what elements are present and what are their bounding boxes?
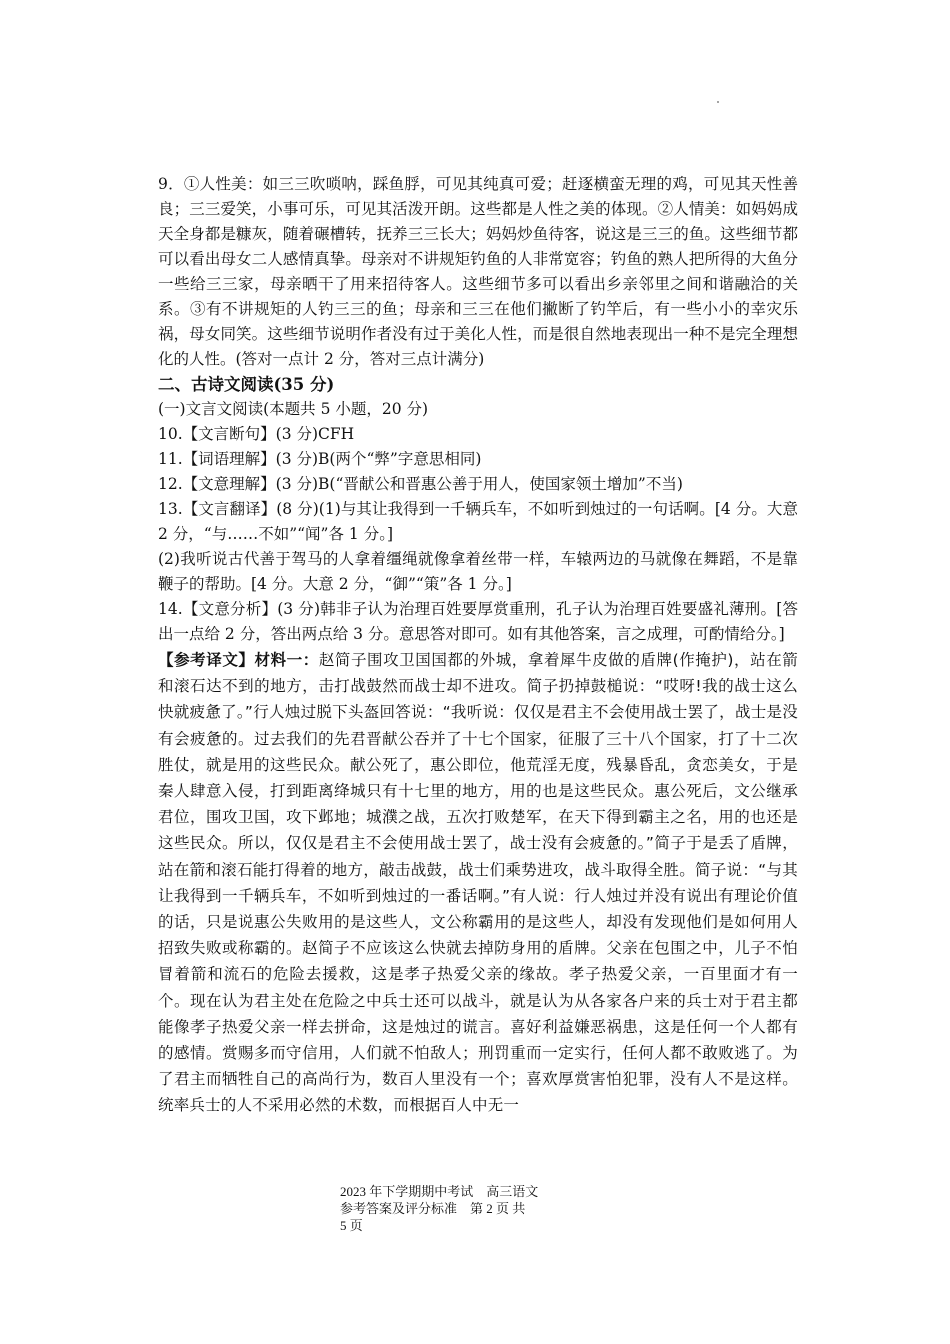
footer-exam-title: 2023 年下学期期中考试 高三语文 [340,1184,539,1199]
material-label: 材料一： [254,651,319,669]
answer-content [158,172,798,1119]
speck [717,101,719,103]
answer-q14: 14.【文意分析】(3 分)韩非子认为治理百姓要厚赏重刑，孔子认为治理百姓要盛礼薄刑。[答出一点给 2 分，答出两点给 3 分。意思答对即可。如有其他答案，言之成理，可酌情给分。] [158,600,798,643]
section-title: 二、古诗文阅读(35 分) [158,375,335,394]
reference-label: 【参考译文】 [158,651,255,669]
answer-q9: 9．①人性美：如三三吹唢呐，踩鱼脬，可见其纯真可爱；赶逐横蛮无理的鸡，可见其天性善良；三三爱笑，小事可乐，可见其活泼开朗。这些都是人性之美的体现。②人情美：如妈妈成天全身都是糠灰，随着碾槽转，抚养三三长大；妈妈炒鱼待客，说这是三三的鱼。这些细节都可以看出母女二人感情真挚。母亲对不讲规矩钓鱼的人非常宽容；钓鱼的熟人把所得的大鱼分一些给三三家，母亲晒干了用来招待客人。这些细节多可以看出乡亲邻里之间和谐融洽的关系。③有不讲规矩的人钓三三的鱼；母亲和三三在他们撇断了钓竿后，有一些小小的幸灾乐祸，母女同笑。这些细节说明作者没有过于美化人性，而是很自然地表现出一种不是完全理想化的人性。(答对一点计 2 分，答对三点计满分) [158,175,798,368]
page-footer [340,1183,610,1234]
reference-translation [158,647,798,1119]
answer-q10: 10.【文言断句】(3 分)CFH [158,425,355,443]
answer-q13-part1: 13.【文言翻译】(8 分)(1)与其让我得到一千辆兵车，不如听到烛过的一句话啊。[4 分。大意 2 分，“与……不如”“闻”各 1 分。] [158,500,798,543]
answer-q11: 11.【词语理解】(3 分)B(两个“弊”字意思相同) [158,450,482,468]
answer-q12: 12.【文意理解】(3 分)B(“晋献公和晋惠公善于用人，使国家领土增加”不当) [158,475,683,493]
footer-page-info: 参考答案及评分标准 第 2 页 共 [340,1201,526,1216]
answer-q13-part2: (2)我听说古代善于驾马的人拿着缰绳就像拿着丝带一样，车辕两边的马就像在舞蹈，不是靠鞭子的帮助。[4 分。大意 2 分，“御”“策”各 1 分。] [158,550,798,593]
subsection-title: (一)文言文阅读(本题共 5 小题，20 分) [158,400,429,418]
translation-text: 赵简子围攻卫国国都的外城，拿着犀牛皮做的盾牌(作掩护)，站在箭和滚石达不到的地方，击打战鼓然而战士却不进攻。简子扔掉鼓槌说：“哎呀!我的战士这么快就疲惫了。”行人烛过脱下头盔回答说：“我听说：仅仅是君主不会使用战士罢了，战士是没有会疲惫的。过去我们的先君晋献公吞并了十七个国家，征服了三十八个国家，打了十二次胜仗，就是用的这些民众。献公死了，惠公即位，他荒淫无度，残暴昏乱，贪恋美女，于是秦人肆意入侵，打到距离绛城只有十七里的地方，用的也是这些民众。惠公死后，文公继承君位，围攻卫国，攻下邺地；城濮之战，五次打败楚军，在天下得到霸主之名，用的也还是这些民众。所以，仅仅是君主不会使用战士罢了，战士没有会疲惫的。”简子于是丢了盾牌，站在箭和滚石能打得着的地方，敲击战鼓，战士们乘势进攻，战斗取得全胜。简子说：“与其让我得到一千辆兵车，不如听到烛过的一番话啊。”有人说：行人烛过并没有说出有理论价值的话，只是说惠公失败用的是这些人，文公称霸用的是这些人，却没有发现他们是如何用人招致失败或称霸的。赵简子不应该这么快就去掉防身用的盾牌。父亲在包围之中，儿子不怕冒着箭和流石的危险去援救，这是孝子热爱父亲的缘故。孝子热爱父亲，一百里面才有一个。现在认为君主处在危险之中兵士还可以战斗，就是认为从各家各户来的兵士对于君主都能像孝子热爱父亲一样去拼命，这是烛过的谎言。喜好利益嫌恶祸患，这是任何一个人都有的感情。赏赐多而守信用，人们就不怕敌人；刑罚重而一定实行，任何人都不敢败逃了。为了君主而牺牲自己的高尚行为，数百人里没有一个；喜欢厚赏害怕犯罪，没有人不是这样。统率兵士的人不采用必然的术数，而根据百人中无一 [158,651,798,1115]
footer-page-total: 5 页 [340,1218,363,1233]
